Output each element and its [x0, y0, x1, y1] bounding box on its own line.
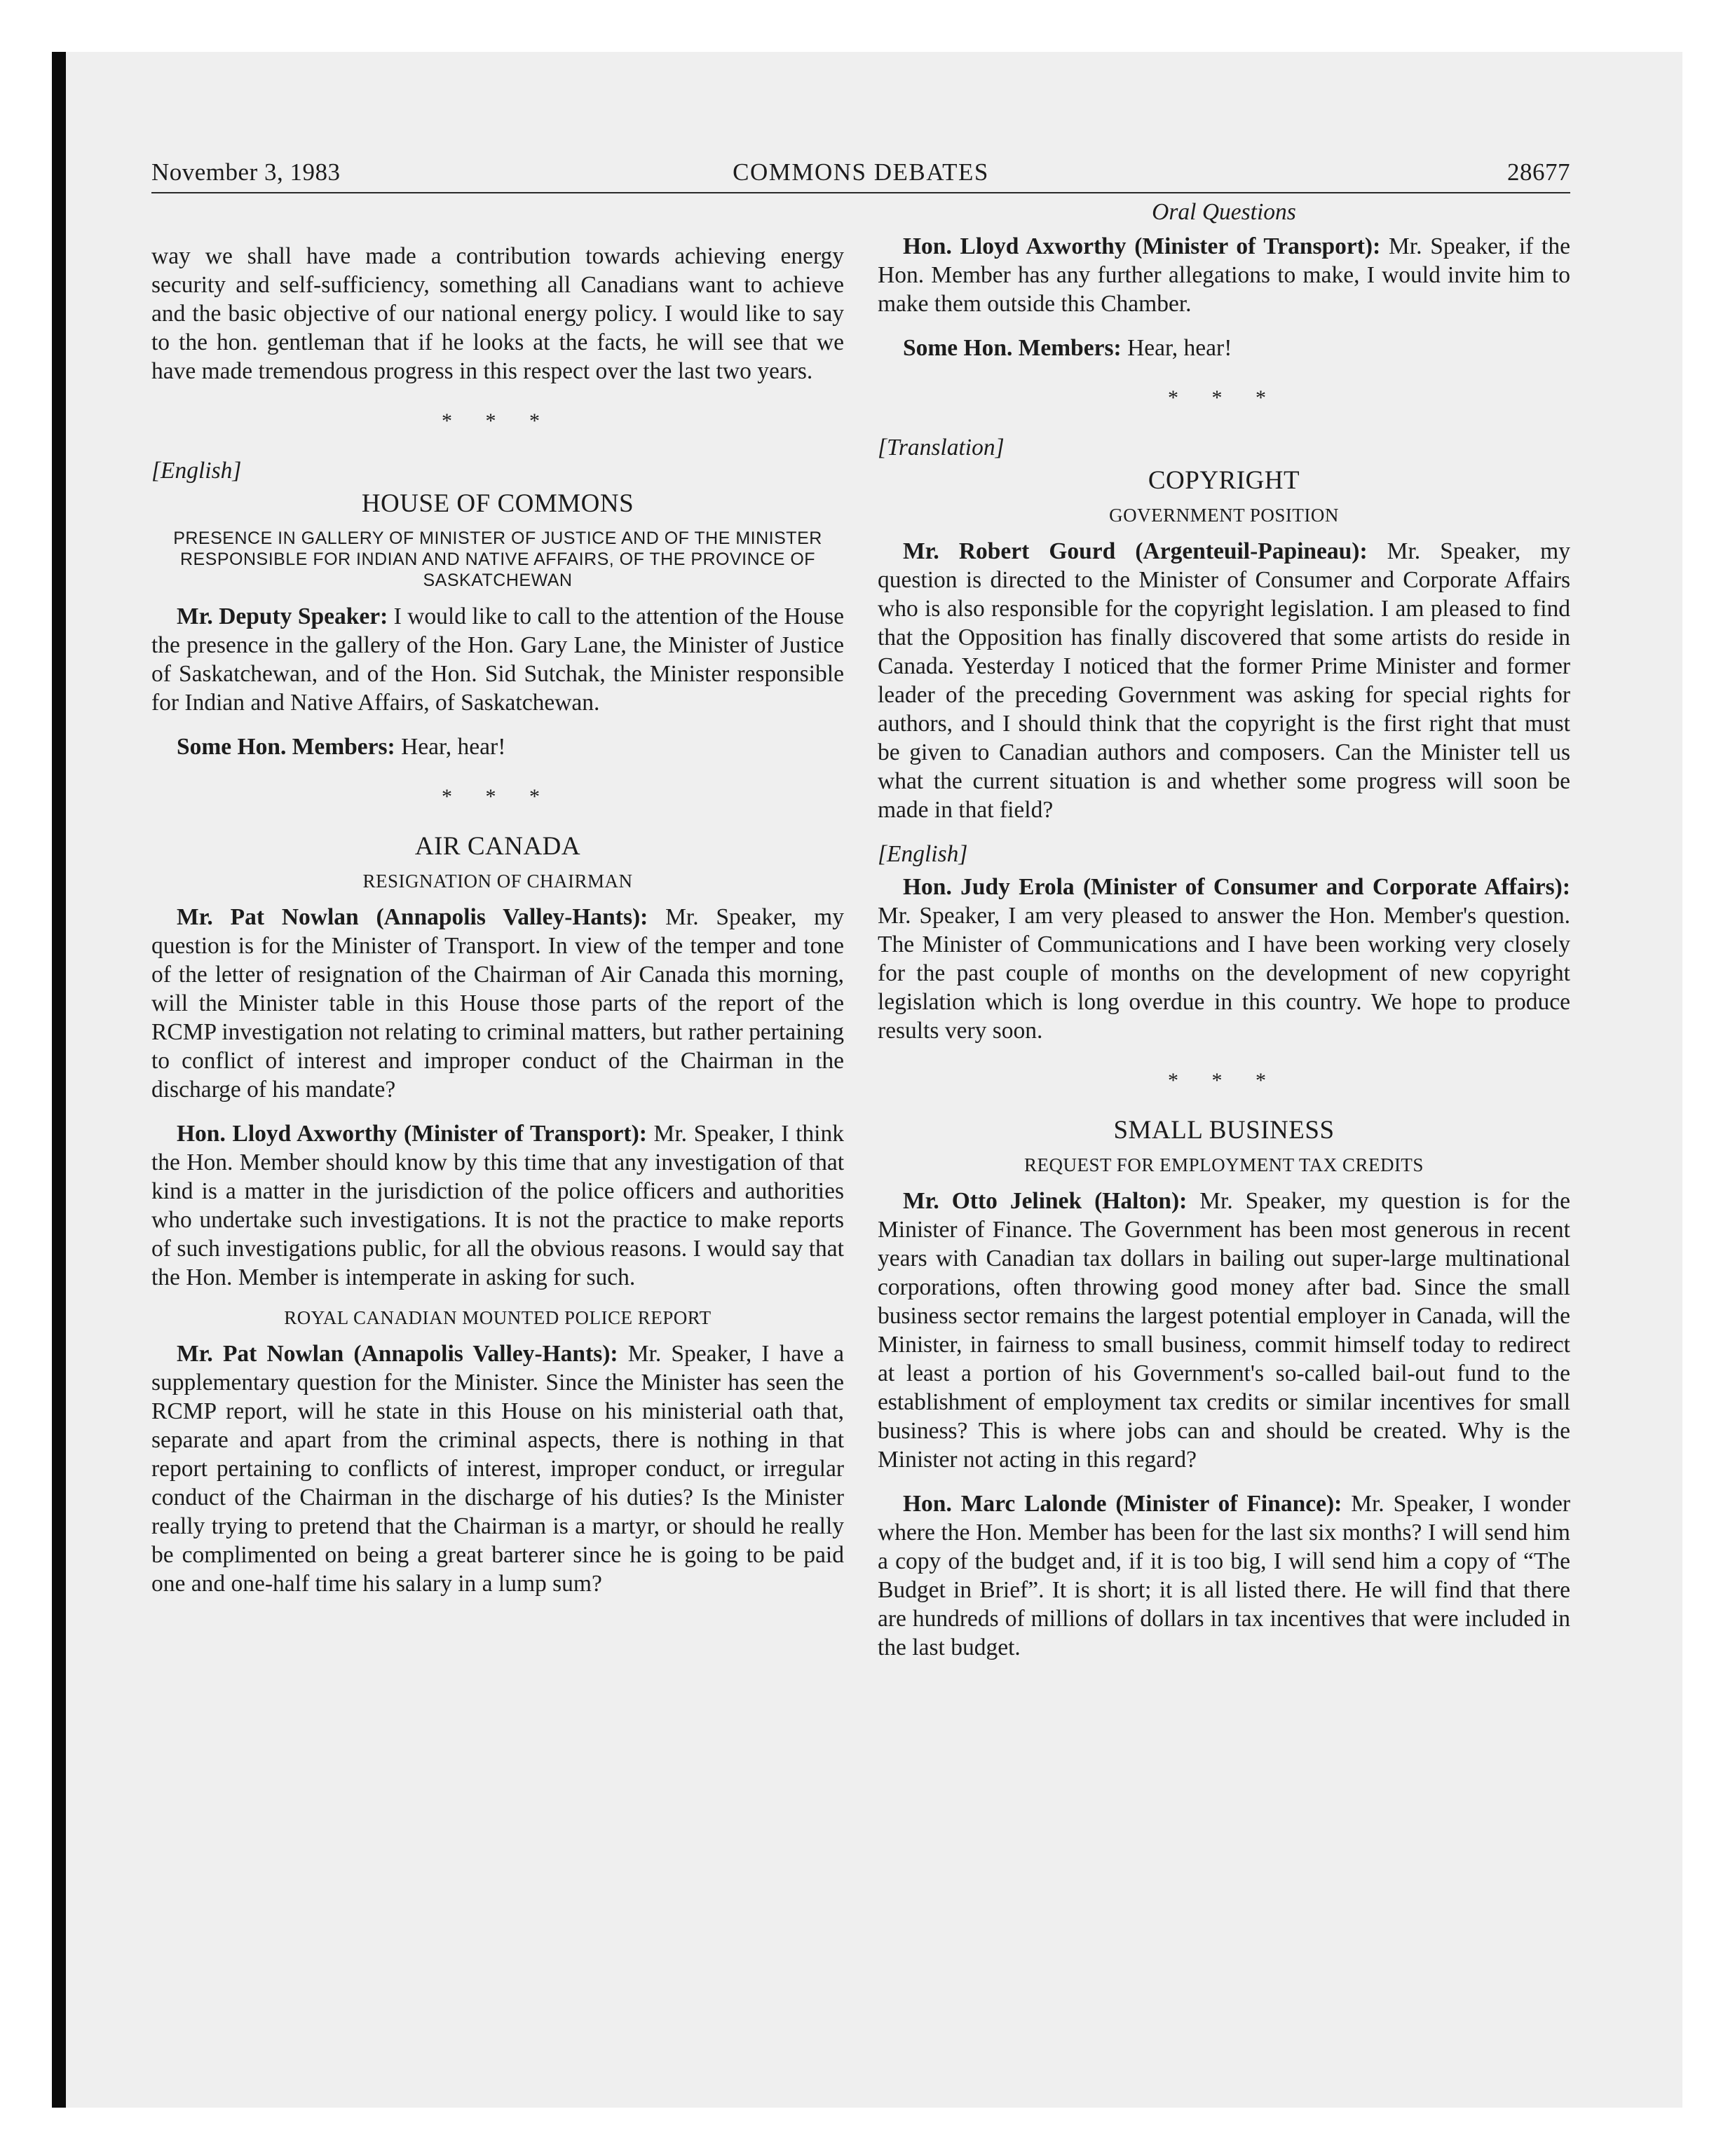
speech-text: Mr. Speaker, my question is for the Minister of Finance. The Government has been most generous in recent years with Canadian tax dollars in bailing out super-large multinational corporations, often throwing good money after bad. Since the small business sector remains the largest potential employer in Canada, will the Minister, in fairness to small business, commit himself today to redirect at least a portion of his Government's so-called bail-out fund to the establishment of employment tax credits or similar incentives for small business? This is where jobs can and should be created. Why is the Minister not acting in this regard? [878, 1188, 1571, 1473]
language-marker: [English] [151, 458, 242, 484]
speech-paragraph [878, 334, 1570, 362]
subheading: REQUEST FOR EMPLOYMENT TAX CREDITS [1024, 1154, 1424, 1175]
speech-paragraph [878, 873, 1570, 1045]
speaker-name: Mr. Pat Nowlan (Annapolis Valley-Hants): [177, 1341, 618, 1367]
section-heading: AIR CANADA [414, 832, 581, 861]
section-heading: HOUSE OF COMMONS [361, 489, 634, 518]
language-marker: [English] [878, 841, 968, 867]
section-heading: SMALL BUSINESS [1113, 1116, 1335, 1145]
speaker-name: Mr. Deputy Speaker: [177, 603, 388, 629]
speech-paragraph [151, 732, 844, 761]
section-separator: * * * [442, 785, 554, 808]
header-page-number: 28677 [1507, 158, 1570, 186]
subheading: ROYAL CANADIAN MOUNTED POLICE REPORT [284, 1307, 712, 1328]
speaker-name: Mr. Robert Gourd (Argenteuil-Papineau): [903, 538, 1368, 564]
paragraph: way we shall have made a contribution towards achieving energy security and self-sufficiency, something all Canadians want to achieve and the basic objective of our national energy policy. I would like to say to the hon. gentleman that if he looks at the facts, he will see that we have made tremendous progress in this respect over the last two years. [151, 243, 844, 384]
speech-paragraph [878, 232, 1570, 318]
speech-text: Mr. Speaker, I am very pleased to answer the Hon. Member's question. The Minister of Communications and I have been working very closely for the past couple of months on the development of new copyright legislation which is long overdue in this country. We hope to produce results very soon. [878, 903, 1570, 1044]
speaker-name: Hon. Lloyd Axworthy (Minister of Transport): [177, 1121, 647, 1147]
subheading: RESIGNATION OF CHAIRMAN [362, 871, 633, 892]
speech-paragraph [151, 903, 844, 1104]
header-title: COMMONS DEBATES [733, 158, 989, 186]
speaker-name: Mr. Pat Nowlan (Annapolis Valley-Hants): [177, 904, 648, 930]
section-separator: * * * [1168, 386, 1280, 409]
subheading: GOVERNMENT POSITION [1109, 505, 1339, 526]
speech-text: Mr. Speaker, I have a supplementary question for the Minister. Since the Minister has seen the RCMP report, will he state in this House on his ministerial oath that, separate and apart from the criminal aspects, there is nothing in that report pertaining to conflicts of interest, improper conduct, or irregular conduct of the Chairman in the discharge of his duties? Is the Minister really trying to pretend that the Chairman is a martyr, or should he really be complimented on being a great barterer since he is going to be paid one and one-half time his salary in a lump sum? [151, 1341, 844, 1597]
section-separator: * * * [442, 409, 554, 432]
speaker-name: Hon. Marc Lalonde (Minister of Finance): [903, 1491, 1342, 1517]
speech-text: Hear, hear! [1121, 335, 1232, 361]
speech-text: Mr. Speaker, my question is for the Minister of Transport. In view of the temper and tone of the letter of resignation of the Chairman of Air Canada this morning, will the Minister table in this House those parts of the report of the RCMP investigation not relating to criminal matters, but rather pertaining to conflict of interest and improper conduct of the Chairman in the discharge of his mandate? [151, 904, 844, 1103]
speech-paragraph [878, 537, 1570, 824]
section-separator: * * * [1168, 1069, 1280, 1092]
subheading: PRESENCE IN GALLERY OF MINISTER OF JUSTICE AND OF THE MINISTER RESPONSIBLE FOR INDIAN AND NATIVE AFFAIRS, OF THE PROVINCE OF SASKATCHEWAN [173, 528, 822, 590]
speech-paragraph [151, 1119, 844, 1292]
speech-text: I would like to call to the attention of the House the presence in the gallery of the Hon. Gary Lane, the Minister of Justice of Saskatchewan, and of the Hon. Sid Sutchak, the Minister responsible for Indian and Native Affairs, of Saskatchewan. [151, 603, 844, 716]
running-head: Oral Questions [1152, 199, 1296, 225]
speaker-name: Mr. Otto Jelinek (Halton): [903, 1188, 1188, 1214]
speech-paragraph [878, 1187, 1570, 1474]
speech-text: Mr. Speaker, if the Hon. Member has any further allegations to make, I would invite him to make them outside this Chamber. [878, 233, 1570, 317]
speaker-name: Hon. Lloyd Axworthy (Minister of Transport): [903, 233, 1381, 259]
header-date: November 3, 1983 [151, 158, 341, 186]
speech-text: Mr. Speaker, I think the Hon. Member should know by this time that any investigation of that kind is a matter in the jurisdiction of the police officers and authorities who undertake such investigations. It is not the practice to make reports of such investigations public, for all the obvious reasons. I would say that the Hon. Member is intemperate in asking for such. [151, 1121, 844, 1290]
speech-text: Mr. Speaker, my question is directed to the Minister of Consumer and Corporate Affairs who is also responsible for the copyright legislation. I am pleased to find that the Opposition has finally discovered that some artists do reside in Canada. Yesterday I noticed that the former Prime Minister and former leader of the preceding Government was asking for special rights for authors, and I should think that the copyright is the first right that must be given to Canadian authors and composers. Can the Minister tell us what the current situation is and whether some progress will soon be made in that field? [878, 538, 1570, 823]
speaker-name: Some Hon. Members: [177, 734, 395, 760]
speech-paragraph [151, 1339, 844, 1598]
speech-paragraph [151, 602, 844, 717]
speaker-name: Hon. Judy Erola (Minister of Consumer and Corporate Affairs): [903, 874, 1570, 900]
right-column [878, 198, 1570, 1677]
speaker-name: Some Hon. Members: [903, 335, 1122, 361]
speech-text: Hear, hear! [395, 734, 506, 760]
page-header [151, 156, 1570, 193]
speech-paragraph [878, 1489, 1570, 1662]
speech-text: Mr. Speaker, I wonder where the Hon. Member has been for the last six months? I will send him a copy of the budget and, if it is too big, I will send him a copy of “The Budget in Brief”. It is short; it is all listed there. He will find that there are hundreds of millions of dollars in tax incentives that were included in the last budget. [878, 1491, 1570, 1660]
section-heading: COPYRIGHT [1148, 466, 1300, 495]
binding-edge [52, 52, 66, 2108]
left-column [151, 242, 844, 1613]
language-marker: [Translation] [878, 435, 1005, 460]
